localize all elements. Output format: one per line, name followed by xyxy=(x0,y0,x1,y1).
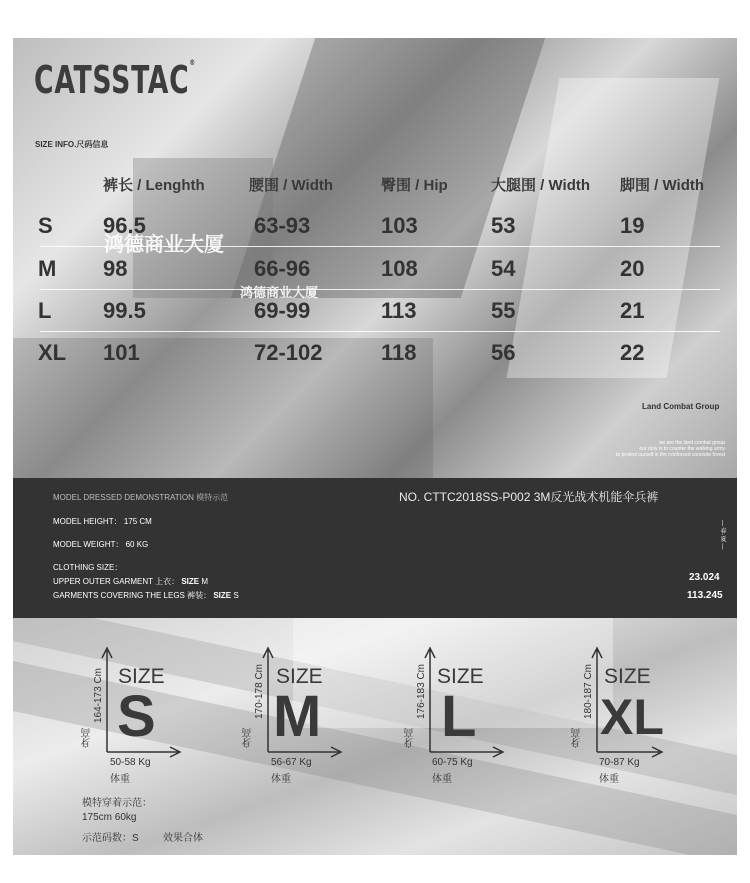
weight-range: 50-58 Kg xyxy=(110,757,151,768)
land-combat-group-label: Land Combat Group xyxy=(642,402,720,411)
size-label-s: S xyxy=(38,213,53,238)
header-length: 裤长 / Lenghth xyxy=(103,177,205,194)
weight-range: 60-75 Kg xyxy=(432,757,473,768)
cell-leg-opening: 20 xyxy=(620,256,645,281)
weight-label: 体重 xyxy=(110,774,130,785)
cell-leg-opening: 22 xyxy=(620,340,645,365)
weight-range: 56-67 Kg xyxy=(271,757,312,768)
code-number: 23.024 xyxy=(689,572,720,583)
building-sign-watermark: 鸿德商业大厦 xyxy=(104,234,224,256)
height-label: 身高 xyxy=(243,728,254,748)
code-number: 113.245 xyxy=(687,590,723,601)
cell-waist: 72-102 xyxy=(254,340,323,365)
height-label: 身高 xyxy=(572,728,583,748)
cell-waist: 63-93 xyxy=(254,213,311,238)
season-side-text: — 春·夏 — xyxy=(719,520,725,550)
cell-length: 101 xyxy=(103,340,140,365)
size-word: SIZE xyxy=(276,665,323,688)
model-notes-size: 示范码数：S xyxy=(82,833,139,844)
upper-garment-size: UPPER OUTER GARMENT 上衣： SIZE M xyxy=(53,577,209,586)
cell-length: 96.5 xyxy=(103,213,146,238)
cell-hip: 113 xyxy=(381,298,417,323)
cell-length: 98 xyxy=(103,256,128,281)
weight-label: 体重 xyxy=(432,774,452,785)
cell-leg-opening: 21 xyxy=(620,298,645,323)
cell-waist: 66-96 xyxy=(254,256,311,281)
cell-length: 99.5 xyxy=(103,298,146,323)
size-word: SIZE xyxy=(118,665,165,688)
cell-hip: 103 xyxy=(381,213,418,238)
cell-hip: 108 xyxy=(381,256,418,281)
weight-label: 体重 xyxy=(599,774,619,785)
header-thigh: 大腿围 / Width xyxy=(491,177,591,194)
size-info-label: SIZE INFO.尺码信息 xyxy=(35,140,109,149)
cell-leg-opening: 19 xyxy=(620,213,645,238)
height-label: 身高 xyxy=(82,728,93,748)
cell-thigh: 54 xyxy=(491,256,516,281)
building-sign-watermark: 鸿德商业大厦 xyxy=(240,285,319,300)
header-hip: 臀围 / Hip xyxy=(381,177,448,194)
model-weight: MODEL WEIGHT： 60 KG xyxy=(53,540,149,549)
product-number: NO. CTTC2018SS-P002 3M反光战术机能伞兵裤 xyxy=(399,490,659,504)
weight-label: 体重 xyxy=(271,774,291,785)
size-letter-xl: XL xyxy=(600,689,664,745)
model-notes-fit: 效果合体 xyxy=(163,833,203,844)
size-label-l: L xyxy=(38,298,52,323)
height-range: 164-173 Cm xyxy=(93,668,104,724)
brand-logo: CATSSTAC® xyxy=(34,58,196,102)
height-range: 170-178 Cm xyxy=(254,664,265,720)
model-notes-title: 模特穿着示范： xyxy=(82,798,152,809)
cell-thigh: 53 xyxy=(491,213,516,238)
leg-garment-size: GARMENTS COVERING THE LEGS 裤装： SIZE S xyxy=(53,591,239,600)
model-height: MODEL HEIGHT： 175 CM xyxy=(53,517,152,526)
size-letter-s: S xyxy=(117,684,156,749)
size-letter-l: L xyxy=(441,684,477,749)
cell-waist: 69-99 xyxy=(254,298,311,323)
clothing-size-label: CLOTHING SIZE： xyxy=(53,563,123,572)
size-letter-m: M xyxy=(273,684,322,749)
height-range: 176-183 Cm xyxy=(416,664,427,720)
tagline-text: we are the land combat group our duty is to counter the walking army to protect ourself in the reinforced concrete forest xyxy=(616,440,725,458)
size-word: SIZE xyxy=(437,665,484,688)
model-notes-stats: 175cm 60kg xyxy=(82,812,137,823)
height-label: 身高 xyxy=(405,728,416,748)
weight-range: 70-87 Kg xyxy=(599,757,640,768)
size-label-m: M xyxy=(38,256,57,281)
height-range: 180-187 Cm xyxy=(583,664,594,720)
header-leg-opening: 脚围 / Width xyxy=(620,177,705,194)
size-word: SIZE xyxy=(604,665,651,688)
cell-thigh: 55 xyxy=(491,298,516,323)
header-waist: 腰围 / Width xyxy=(249,177,334,194)
cell-thigh: 56 xyxy=(491,340,516,365)
model-demo-label: MODEL DRESSED DEMONSTRATION 模特示范 xyxy=(53,493,229,502)
cell-hip: 118 xyxy=(381,340,417,365)
size-label-xl: XL xyxy=(38,340,67,365)
